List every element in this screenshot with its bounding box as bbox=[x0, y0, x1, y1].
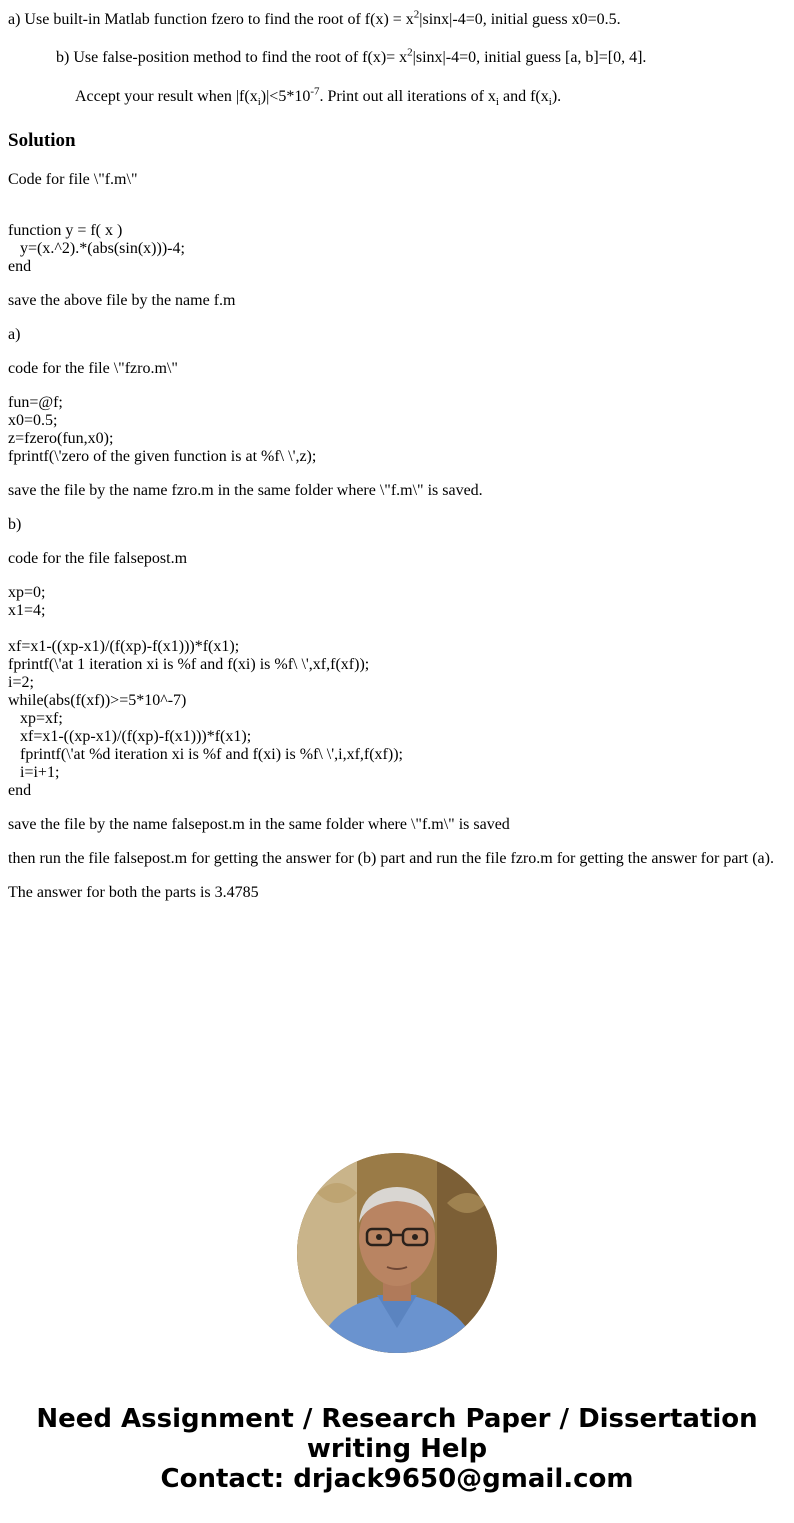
solution-heading: Solution bbox=[8, 130, 76, 151]
save-fzro-note: save the file by the name fzro.m in the same folder where \"f.m\" is saved. bbox=[8, 482, 483, 499]
question-b: b) Use false-position method to find the root of $f(x)= x^2|\sin x|-4=0$, initial guess [a, b]=[0, 4]. bbox=[56, 46, 647, 66]
code-block-falsepost-loop: xf=x1-((xp-x1)/(f(xp)-f(x1)))*f(x1); fprintf(\'at 1 iteration xi is %f and f(xi) is %f\ \',xf,f(xf)); i=2; while(abs(f(xf))>=5*10^-7) xp=xf; xf=x1-((xp-x1)/(f(xp)-f(x1)))*f(x1); fprintf(\'at %d iteration xi is %f and f(xi) is %f\ \',i,xf,f(xf)); i=i+1; end bbox=[8, 638, 403, 799]
footer-contact: Contact: drjack9650@gmail.com bbox=[160, 1464, 634, 1494]
code-f-label: Code for file \"f.m\" bbox=[8, 171, 138, 188]
author-avatar bbox=[297, 1153, 497, 1353]
question-accept: Accept your result when $|f(x_i)|<5*10^{-7}$. Print out all iterations of $x_i$ and $f(x_i)$. bbox=[75, 85, 562, 109]
footer-line-2: writing Help bbox=[306, 1434, 488, 1464]
part-b-label: b) bbox=[8, 516, 22, 533]
run-note: then run the file falsepost.m for getting the answer for (b) part and run the file fzro.m for getting the answer for part (a). bbox=[8, 850, 774, 867]
answer-text: The answer for both the parts is 3.4785 bbox=[8, 884, 259, 901]
code-fp-label: code for the file falsepost.m bbox=[8, 550, 188, 567]
code-block-fzro: fun=@f; x0=0.5; z=fzero(fun,x0); fprintf(\'zero of the given function is at %f\ \',z); bbox=[8, 394, 317, 465]
code-fzro-label: code for the file \"fzro.m\" bbox=[8, 360, 178, 377]
footer-line-1: Need Assignment / Research Paper / Dissertation bbox=[36, 1404, 758, 1434]
author-portrait-image bbox=[297, 1153, 497, 1353]
code-block-f: function y = f( x ) y=(x.^2).*(abs(sin(x)))-4; end bbox=[8, 222, 185, 275]
question-a: a) Use built-in Matlab function fzero to find the root of $f(x) = x^2|\sin x|-4=0$, initial guess x0=0.5. bbox=[8, 8, 621, 28]
save-f-note: save the above file by the name f.m bbox=[8, 292, 236, 309]
save-fp-note: save the file by the name falsepost.m in the same folder where \"f.m\" is saved bbox=[8, 816, 510, 833]
footer-banner bbox=[0, 1404, 794, 1494]
code-block-falsepost-init: xp=0; x1=4; bbox=[8, 584, 46, 619]
part-a-label: a) bbox=[8, 326, 21, 343]
